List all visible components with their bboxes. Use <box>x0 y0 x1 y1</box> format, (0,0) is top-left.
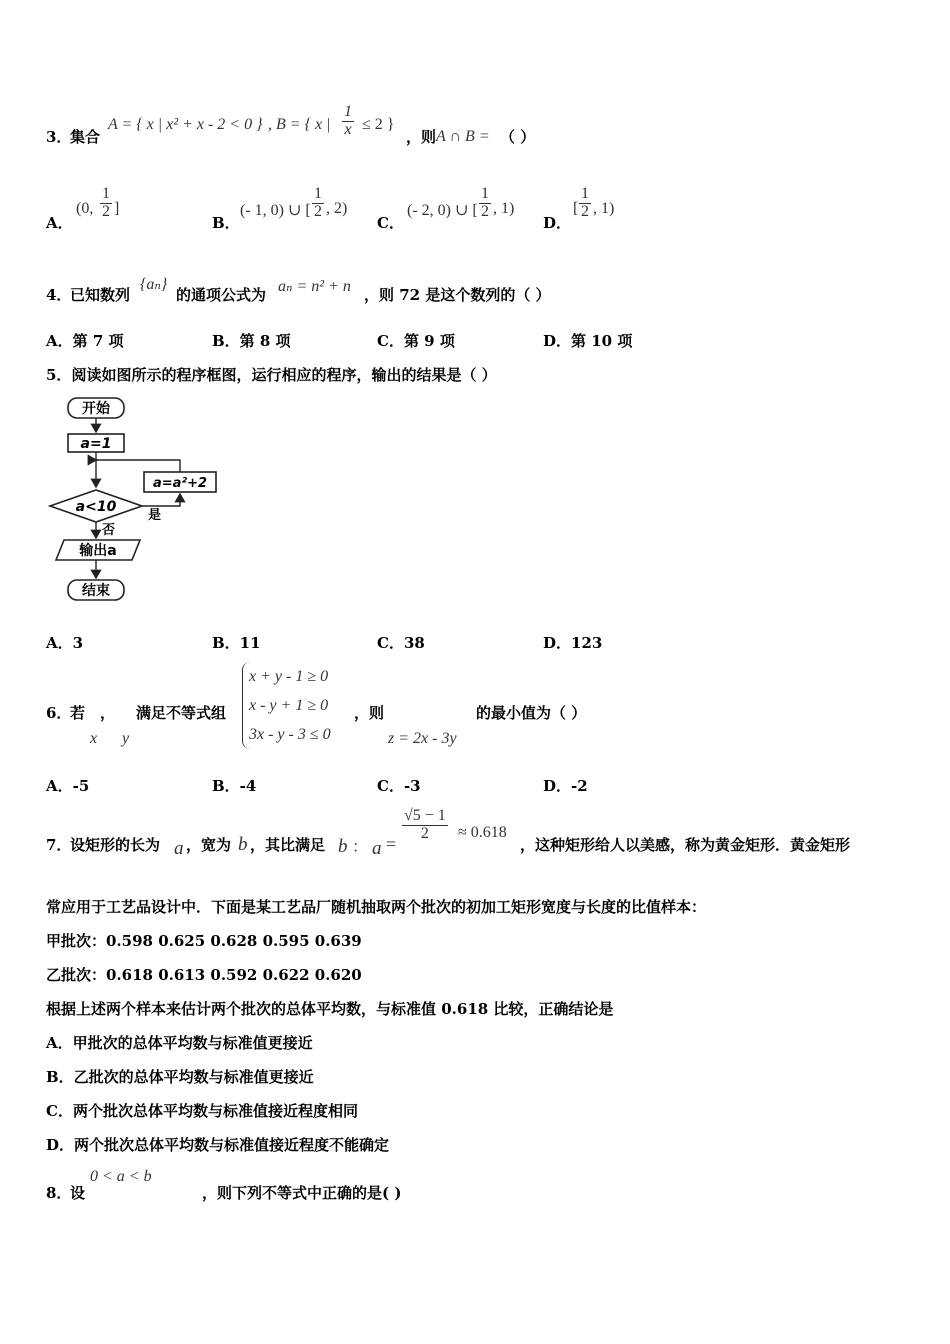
q6-text-then: ，则 <box>354 704 385 722</box>
q8-number: 8． <box>46 1184 72 1202</box>
q7-number: 7． <box>46 836 72 854</box>
q5-option-b[interactable]: B．11 <box>212 634 261 652</box>
q4-option-d[interactable]: D．第 10 项 <box>543 332 633 350</box>
q3-options: A． (0, $\frac{1}{2}$ ] B． (- 1, 0) ∪ [ $\frac{1}{2}$ , 2) C． (- 2, 0) ∪ [ $\frac{1}{2}$ , 1) D． [ $\frac{1}{2}$ , 1) <box>46 185 615 232</box>
question-6 <box>46 662 646 756</box>
flow-end-label: 结束 <box>82 583 110 599</box>
q7-text-golden-rect: ，这种矩形给人以美感，称为黄金矩形．黄金矩形 <box>520 836 851 854</box>
q3-text-then: ，则 <box>406 128 437 146</box>
question-4 <box>46 268 606 304</box>
q7-text-line2: 常应用于工艺品设计中．下面是某工艺品厂随机抽取两个批次的初加工矩形宽度与长度的比值样本： <box>46 898 707 916</box>
q7-question: 根据上述两个样本来估计两个批次的总体平均数，与标准值 0.618 比较，正确结论是 <box>46 1000 614 1018</box>
q7-option-d[interactable]: D．两个批次总体平均数与标准值接近程度不能确定 <box>46 1136 390 1154</box>
q7-var-a: a <box>174 838 184 859</box>
flow-output-label: 输出a <box>79 543 117 559</box>
q4-text-sequence: 已知数列 <box>70 286 131 304</box>
q6-var-y: y <box>122 730 130 747</box>
q8-text-let: 设 <box>70 1184 86 1202</box>
q7-option-b[interactable]: B．乙批次的总体平均数与标准值更接近 <box>46 1068 314 1086</box>
q7-text-ratio: ，其比满足 <box>250 836 326 854</box>
q7-batch-a: 甲批次：0.598 0.625 0.628 0.595 0.639 <box>46 932 362 950</box>
q8-text-question: ，则下列不等式中正确的是( ) <box>202 1184 402 1202</box>
q7-ratio-a: a <box>372 838 382 859</box>
q7-ratio-b: b <box>338 836 348 857</box>
q3-set-b-suffix: ≤ 2 } <box>362 116 395 133</box>
q6-option-c[interactable]: C．-3 <box>377 777 421 795</box>
q6-inequality-system <box>242 662 331 749</box>
q7-option-a[interactable]: A．甲批次的总体平均数与标准值更接近 <box>46 1034 313 1052</box>
q4-formula: aₙ = n² + n <box>278 278 351 295</box>
q7-colon: ： <box>352 839 369 856</box>
q5-option-d[interactable]: D．123 <box>543 634 603 652</box>
q5-number: 5． <box>46 366 72 384</box>
q6-comma: ， <box>100 704 116 722</box>
q7-equals: = <box>386 834 397 854</box>
q6-objective: z = 2x - 3y <box>388 730 457 747</box>
q4-option-c[interactable]: C．第 9 项 <box>377 332 455 350</box>
q6-text-min: 的最小值为（ ） <box>476 704 587 722</box>
q3-number: 3． <box>46 128 72 146</box>
q3-set-a: A = { x | x² + x - 2 < 0 } <box>108 116 263 133</box>
q3-intersection: A ∩ B = <box>436 128 490 145</box>
q7-batch-b: 乙批次：0.618 0.613 0.592 0.622 0.620 <box>46 966 362 984</box>
flow-init-label: a=1 <box>80 436 112 452</box>
q8-condition: 0 < a < b <box>90 1168 152 1185</box>
flow-start-label: 开始 <box>82 401 110 417</box>
q6-inequality-2: x - y + 1 ≥ 0 <box>249 697 329 714</box>
q3-set-b-prefix: , B = { x | <box>268 116 331 133</box>
q4-option-a[interactable]: A．第 7 项 <box>46 332 124 350</box>
q5-flowchart <box>44 394 224 606</box>
q6-var-x: x <box>90 730 98 747</box>
q3-text-set: 集合 <box>70 128 101 146</box>
q7-text-width: ，宽为 <box>186 836 232 854</box>
flow-yes-label: 是 <box>148 508 162 523</box>
q3-set-b-fraction: $\frac{1}{x}$ <box>344 103 352 138</box>
question-8 <box>46 1164 466 1204</box>
q5-option-c[interactable]: C．38 <box>377 634 425 652</box>
q4-text-formula: 的通项公式为 <box>176 286 267 304</box>
q4-text-question: ，则 72 是这个数列的（ ） <box>364 286 551 304</box>
flow-no-label: 否 <box>102 523 116 538</box>
q5-text: 阅读如图所示的程序框图，运行相应的程序，输出的结果是（ ） <box>71 366 497 384</box>
q6-option-d[interactable]: D．-2 <box>543 777 588 795</box>
q6-number: 6． <box>46 704 72 722</box>
q7-var-b: b <box>238 834 248 855</box>
question-7 <box>46 808 906 860</box>
q3-answer-paren: （ ） <box>500 128 536 146</box>
q6-option-a[interactable]: A．-5 <box>46 777 90 795</box>
q6-text-if: 若 <box>70 704 86 722</box>
q7-option-c[interactable]: C．两个批次总体平均数与标准值接近程度相同 <box>46 1102 358 1120</box>
flow-condition-label: a<10 <box>75 499 117 515</box>
q7-text-length: 设矩形的长为 <box>70 836 161 854</box>
q7-golden-fraction: $\frac{√5 - 1}{2}$ <box>404 807 446 842</box>
q4-number: 4． <box>46 286 72 304</box>
q6-text-satisfy: 满足不等式组 <box>136 704 227 722</box>
question-5 <box>46 364 497 385</box>
q4-option-b[interactable]: B．第 8 项 <box>212 332 291 350</box>
q6-inequality-3: 3x - y - 3 ≤ 0 <box>249 726 331 743</box>
q4-sequence: {aₙ} <box>140 276 168 293</box>
q6-inequality-1: x + y - 1 ≥ 0 <box>249 668 329 685</box>
q5-option-a[interactable]: A．3 <box>46 634 84 652</box>
q7-approx: ≈ 0.618 <box>458 824 507 841</box>
q6-option-b[interactable]: B．-4 <box>212 777 257 795</box>
flow-update-label: a=a²+2 <box>152 476 208 491</box>
